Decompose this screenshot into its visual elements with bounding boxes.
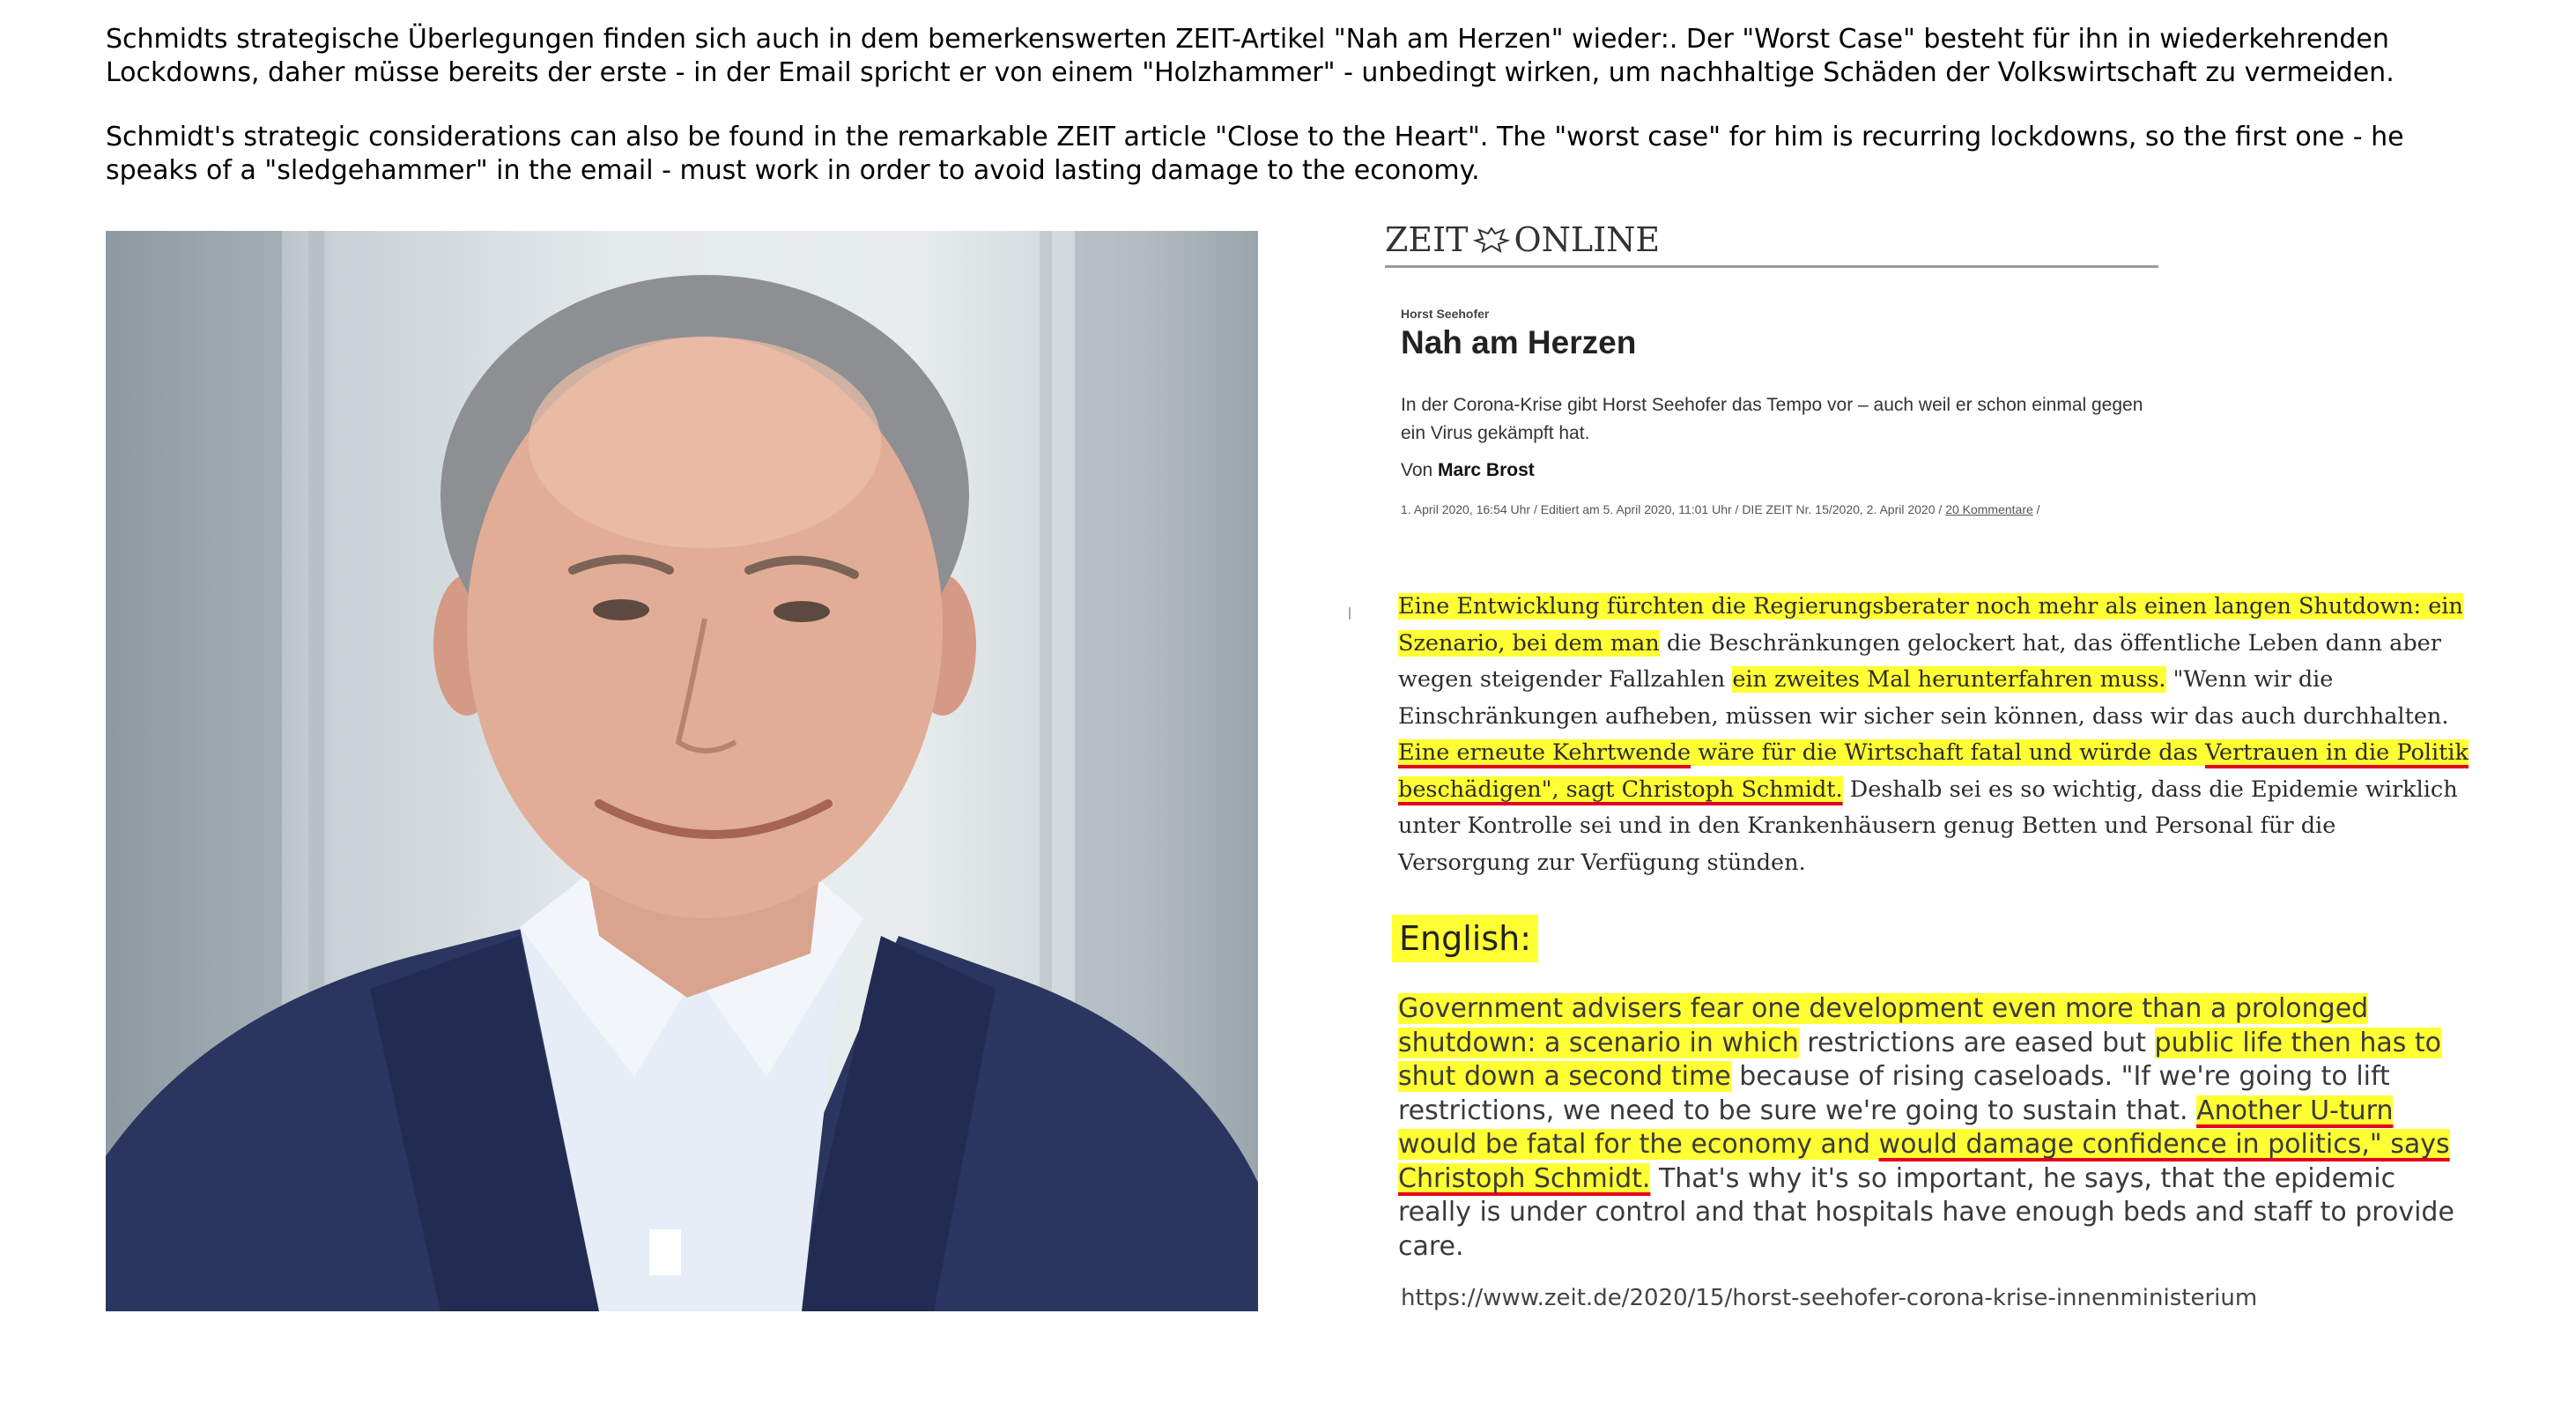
text-segment: because of rising caseloads. "If we're going to lift restrictions, we need to be sure we're going to sustain that. [1398,1061,2390,1126]
meta-separator: / [2032,502,2040,516]
author-name[interactable]: Marc Brost [1438,460,1535,480]
article-headline: Nah am Herzen [1401,324,1637,360]
portrait-photo [106,231,1258,1311]
meta-issue: DIE ZEIT Nr. 15/2020, 2. April 2020 [1742,502,1936,516]
eagle-emblem-icon [1472,225,1511,255]
meta-separator: / [1935,502,1946,516]
underlined-highlight-segment: Another U-turn [2196,1095,2394,1126]
article-kicker: Horst Seehofer [1401,307,1490,321]
highlight-segment: public life then has to shut down a second time [1398,1027,2442,1092]
text-segment: restrictions are eased but [1798,1027,2155,1058]
intro-german: Schmidts strategische Überlegungen finden sich auch in dem bemerkenswerten ZEIT-Artikel "Nah am Herzen" wieder:. Der "Worst Case" besteht für ihn in wiederkehrenden Lockdowns, daher müsse bereits der erste - in der Email spricht er von einem "Holzhammer" - unbedingt wirken, um nachhaltige Schäden der Volkswirtschaft zu vermeiden. [106,24,2395,88]
meta-separator: / [1731,502,1743,516]
highlight-segment: Eine Entwicklung fürchten die Regierungsberater noch mehr als einen langen Shutdown: ein Szenario, bei dem man [1398,593,2463,657]
byline-prefix: Von [1401,460,1439,480]
logo-divider [1385,265,2158,268]
highlight-segment: ein zweites Mal herunterfahren muss. [1732,666,2166,693]
text-segment: That's why it's so important, he says, that the epidemic really is under control and that hospitals have enough beds and staff to provide care. [1398,1162,2454,1262]
source-url[interactable]: https://www.zeit.de/2020/15/horst-seehofer-corona-krise-innenministerium [1401,1285,2258,1311]
meta-edited: Editiert am 5. April 2020, 11:01 Uhr [1540,502,1732,516]
comments-link[interactable]: 20 Kommentare [1945,502,2033,516]
text-segment: "Wenn wir die Einschränkungen aufheben, müssen wir sicher sein können, dass wir das auch durchhalten. [1398,666,2449,730]
highlight-segment: wäre für die Wirtschaft fatal und würde das [1691,739,2205,766]
article-teaser: In der Corona-Krise gibt Horst Seehofer das Tempo vor – auch weil er schon einmal gegen ein Virus gekämpft hat. [1401,395,2143,443]
margin-mark [1349,607,1351,620]
highlight-segment: would be fatal for the economy and [1398,1129,1879,1160]
article-body-english [1398,992,2462,1264]
english-label: English: [1392,915,1538,962]
zeit-online-logo [1385,220,1660,259]
logo-online-text: ONLINE [1514,220,1661,259]
intro-english: Schmidt's strategic considerations can also be found in the remarkable ZEIT article "Close to the Heart". The "worst case" for him is recurring lockdowns, so the first one - he speaks of a "sledgehammer" in the email - must work in order to avoid lasting damage to the economy. [106,122,2404,186]
logo-zeit-text: ZEIT [1385,220,1469,259]
meta-separator: / [1530,502,1541,516]
underlined-highlight-segment: Vertrauen in die Politik beschädigen", sagt Christoph Schmidt. [1398,739,2469,803]
portrait-illustration [106,231,1258,1311]
article-byline [1401,460,1535,481]
article-meta [1401,502,2040,516]
text-segment: die Beschränkungen gelockert hat, das öffentliche Leben dann aber wegen steigender Fallzahlen [1398,629,2441,693]
highlight-segment: Government advisers fear one development even more than a prolonged shutdown: a scenario in which [1398,993,2369,1058]
article-body-german [1398,589,2473,881]
text-segment: Deshalb sei es so wichtig, dass die Epidemie wirklich unter Kontrolle sei und in den Krankenhäusern genug Betten und Personal für die Versorgung zur Verfügung stünden. [1398,776,2458,876]
underlined-highlight-segment: would damage confidence in politics," says Christoph Schmidt. [1398,1129,2450,1194]
meta-published: 1. April 2020, 16:54 Uhr [1401,502,1531,516]
photo-white-mark [649,1229,681,1275]
underlined-highlight-segment: Eine erneute Kehrtwende [1398,739,1691,766]
